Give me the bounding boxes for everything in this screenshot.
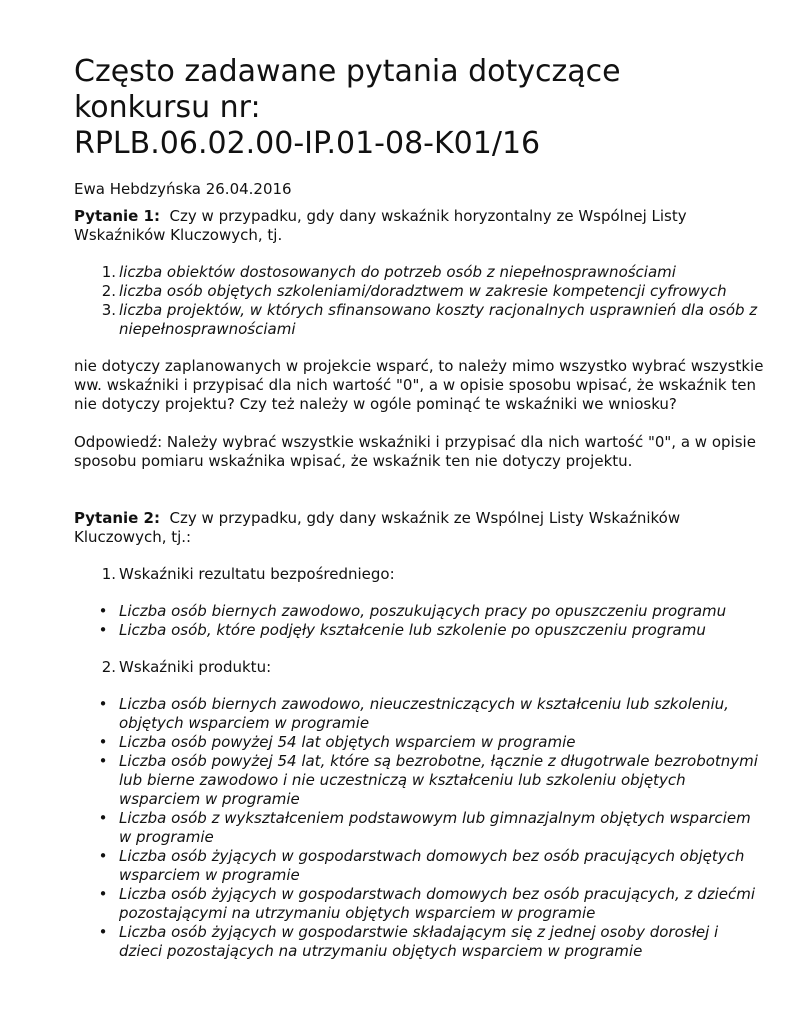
question-1-continuation: nie dotyczy zaplanowanych w projekcie wsparć, to należy mimo wszystko wybrać wszystkie ww. wskaźniki i przypisać dla nich wartość "0", a w opisie sposobu wpisać, że wskaźnik ten nie dotyczy projektu? Czy też należy w ogóle pominąć te wskaźniki we wniosku?	[74, 357, 764, 413]
list-item: • Liczba osób biernych zawodowo, poszukujących pracy po opuszczeniu programu	[98, 602, 727, 620]
author-date: Ewa Hebdzyńska 26.04.2016	[74, 180, 292, 198]
question-1-answer: Odpowiedź: Należy wybrać wszystkie wskaźniki i przypisać dla nich wartość "0", a w opisie sposobu pomiaru wskaźnika wpisać, że wskaźnik ten nie dotyczy projektu.	[74, 433, 756, 470]
list-item: • Liczba osób żyjących w gospodarstwach domowych bez osób pracujących, z dziećmi pozostającymi na utrzymaniu objętych wsparciem w programie	[98, 885, 756, 922]
question-1-label: Pytanie 1:	[74, 207, 160, 225]
question-1-indicator-list	[74, 263, 764, 339]
question-2-group-1-heading	[74, 565, 764, 584]
question-2-group-1-list	[74, 602, 764, 640]
question-2-group-2-heading	[74, 658, 764, 677]
list-item: • Liczba osób żyjących w gospodarstwie składającym się z jednej osoby dorosłej i dzieci pozostających na utrzymaniu objętych wsparciem w programie	[98, 923, 719, 960]
question-1-text: Czy w przypadku, gdy dany wskaźnik horyzontalny ze Wspólnej Listy Wskaźników Kluczowych, tj.	[74, 207, 687, 244]
document-page	[74, 54, 764, 961]
list-item: • Liczba osób powyżej 54 lat, które są bezrobotne, łącznie z długotrwale bezrobotnymi lub bierne zawodowo i nie uczestniczą w kształceniu lub szkoleniu objętych wsparciem w programie	[98, 752, 758, 808]
title-line-3: RPLB.06.02.00-IP.01-08-K01/16	[74, 126, 541, 161]
list-item: • Liczba osób z wykształceniem podstawowym lub gimnazjalnym objętych wsparciem w programie	[98, 809, 751, 846]
title-line-1: Często zadawane pytania dotyczące	[74, 54, 621, 89]
list-item: • Liczba osób biernych zawodowo, nieuczestniczących w kształceniu lub szkoleniu, objętych wsparciem w programie	[98, 695, 729, 732]
list-item: • Liczba osób żyjących w gospodarstwach domowych bez osób pracujących objętych wsparciem w programie	[98, 847, 745, 884]
list-item: 3. liczba projektów, w których sfinansowano koszty racjonalnych usprawnień dla osób z niepełnosprawnościami	[101, 301, 758, 338]
question-2-label: Pytanie 2:	[74, 509, 160, 527]
list-item: 2. Wskaźniki produktu:	[101, 658, 272, 676]
question-2-group-2-list	[74, 695, 764, 961]
list-item: • Liczba osób, które podjęły kształcenie lub szkolenie po opuszczeniu programu	[98, 621, 706, 639]
question-2	[74, 509, 764, 547]
list-item: 2. liczba osób objętych szkoleniami/doradztwem w zakresie kompetencji cyfrowych	[101, 282, 727, 300]
page-title	[74, 54, 764, 162]
question-1	[74, 207, 764, 245]
list-item: • Liczba osób powyżej 54 lat objętych wsparciem w programie	[98, 733, 576, 751]
list-item: 1. Wskaźniki rezultatu bezpośredniego:	[101, 565, 395, 583]
list-item: 1. liczba obiektów dostosowanych do potrzeb osób z niepełnosprawnościami	[101, 263, 676, 281]
title-line-2: konkursu nr:	[74, 90, 261, 125]
question-2-text: Czy w przypadku, gdy dany wskaźnik ze Wspólnej Listy Wskaźników Kluczowych, tj.:	[74, 509, 681, 546]
